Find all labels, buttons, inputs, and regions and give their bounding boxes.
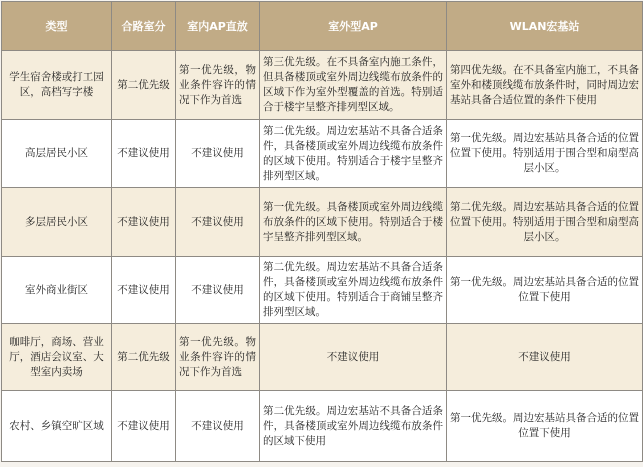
cell-indoor-ap: 第一优先级。物业条件容许的情况下作为首选 xyxy=(176,324,260,391)
cell-type: 咖啡厅，商场、营业厅，酒店会议室、大型室内卖场 xyxy=(2,324,112,391)
table-row xyxy=(2,51,643,120)
cell-outdoor-ap: 第二优先级。周边宏基站不具备合适条件，具备楼顶或室外周边线缆布放条件的区域下使用 xyxy=(260,391,447,462)
table-row xyxy=(2,120,643,188)
cell-outdoor-ap: 第三优先级。在不具备室内施工条件，但具备楼顶或室外周边线缆布放条件的区域下作为室外型覆盖的首选。特别适合于楼宇呈整齐排列型区域。 xyxy=(260,51,447,120)
cell-outdoor-ap: 第二优先级。周边宏基站不具备合适条件，具备楼顶或室外周边线缆布放条件的区域下使用。特别适合于商铺呈整齐排列型区域。 xyxy=(260,257,447,324)
table-row xyxy=(2,188,643,257)
cell-type: 多层居民小区 xyxy=(2,188,112,257)
cell-type: 高层居民小区 xyxy=(2,120,112,188)
header-outdoor-ap: 室外型AP xyxy=(260,2,447,51)
cell-combined: 第二优先级 xyxy=(112,324,176,391)
table-row xyxy=(2,257,643,324)
cell-type: 农村、乡镇空旷区域 xyxy=(2,391,112,462)
cell-indoor-ap: 不建议使用 xyxy=(176,257,260,324)
table-row xyxy=(2,391,643,462)
cell-outdoor-ap: 第二优先级。周边宏基站不具备合适条件，具备楼顶或室外周边线缆布放条件的区域下使用。特别适合于楼宇呈整齐排列型区域。 xyxy=(260,120,447,188)
header-indoor-ap: 室内AP直放 xyxy=(176,2,260,51)
cell-combined: 不建议使用 xyxy=(112,120,176,188)
cell-indoor-ap: 第一优先级，物业条件容许的情况下作为首选 xyxy=(176,51,260,120)
header-combined-indoor: 合路室分 xyxy=(112,2,176,51)
cell-combined: 不建议使用 xyxy=(112,257,176,324)
cell-wlan-macro: 第四优先级。在不具备室内施工，不具备室外和楼顶线缆布放条件时，同时周边宏基站具备合适位置的条件下使用 xyxy=(447,51,643,120)
cell-wlan-macro: 第一优先级。周边宏基站具备合适的位置位置下使用 xyxy=(447,257,643,324)
cell-combined: 不建议使用 xyxy=(112,188,176,257)
cell-wlan-macro: 第一优先级。周边宏基站具备合适的位置位置下使用。特别适用于围合型和扇型高层小区。 xyxy=(447,120,643,188)
cell-type: 室外商业街区 xyxy=(2,257,112,324)
coverage-scheme-table xyxy=(1,1,643,462)
cell-indoor-ap: 不建议使用 xyxy=(176,188,260,257)
cell-wlan-macro: 第一优先级。周边宏基站具备合适的位置位置下使用 xyxy=(447,391,643,462)
header-wlan-macro: WLAN宏基站 xyxy=(447,2,643,51)
cell-outdoor-ap: 不建议使用 xyxy=(260,324,447,391)
cell-outdoor-ap: 第一优先级。具备楼顶或室外周边线缆布放条件的区域下使用。特别适合于楼宇呈整齐排列型区域。 xyxy=(260,188,447,257)
cell-wlan-macro: 第二优先级。周边宏基站具备合适的位置位置下使用。特别适用于围合型和扇型高层小区。 xyxy=(447,188,643,257)
cell-combined: 不建议使用 xyxy=(112,391,176,462)
cell-indoor-ap: 不建议使用 xyxy=(176,120,260,188)
cell-indoor-ap: 不建议使用 xyxy=(176,391,260,462)
table-row xyxy=(2,324,643,391)
cell-type: 学生宿舍楼或打工园区，高档写字楼 xyxy=(2,51,112,120)
cell-wlan-macro: 不建议使用 xyxy=(447,324,643,391)
table-header-row xyxy=(2,2,643,51)
cell-combined: 第二优先级 xyxy=(112,51,176,120)
header-type: 类型 xyxy=(2,2,112,51)
